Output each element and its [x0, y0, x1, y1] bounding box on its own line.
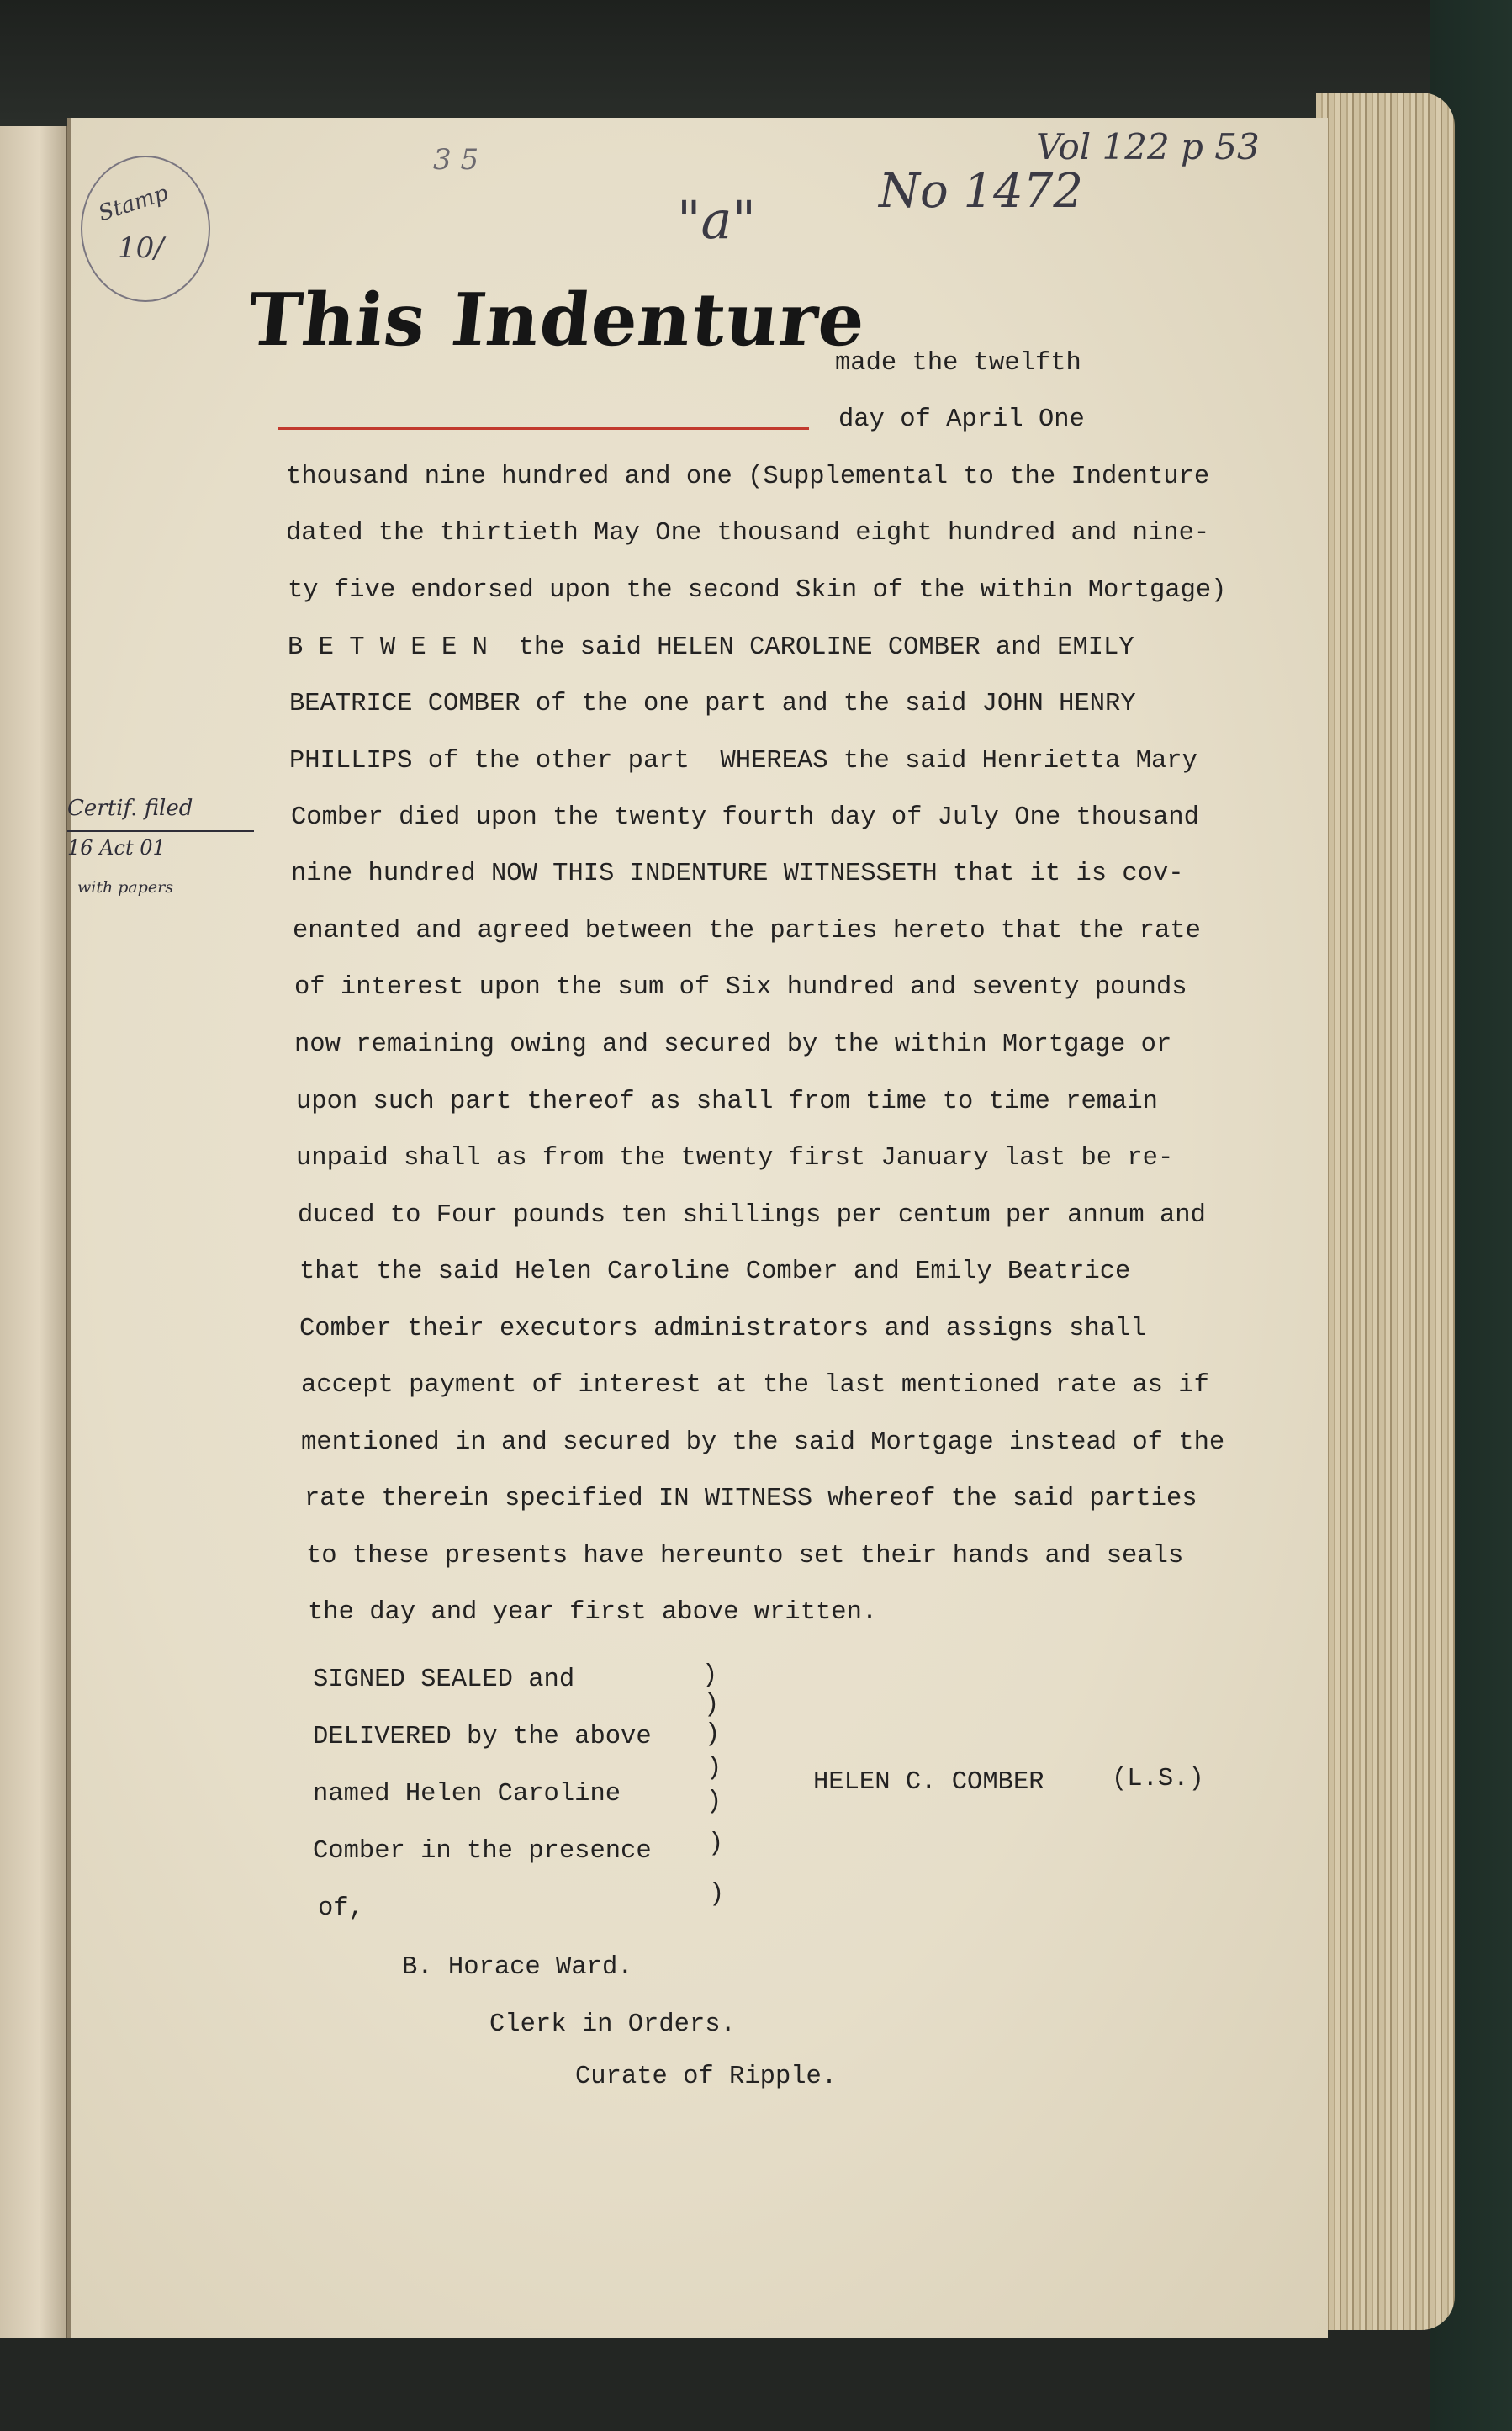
attestation-line: DELIVERED by the above: [313, 1723, 652, 1751]
facing-page-edge: [0, 126, 68, 2338]
attestation-line: of,: [318, 1894, 364, 1923]
signatory-name: HELEN C. COMBER: [813, 1768, 1044, 1797]
binding-background: [0, 0, 1512, 126]
witness-role: Clerk in Orders.: [489, 2010, 736, 2039]
bracket: ): [706, 1788, 722, 1816]
title-red-rule: [278, 427, 809, 430]
duty-stamp: [81, 156, 210, 302]
body-line: the day and year first above written.: [308, 1598, 878, 1627]
stamp-value: 10/: [118, 231, 164, 265]
body-line: enanted and agreed between the parties hereto that the rate: [293, 917, 1201, 945]
margin-note-certificate: Certif. filed: [67, 796, 193, 821]
bracket: ): [704, 1691, 720, 1719]
volume-reference: Vol 122 p 53: [1036, 126, 1260, 167]
bracket: ): [709, 1880, 725, 1909]
bracket: ): [702, 1661, 718, 1690]
body-line: made the twelfth: [835, 349, 1081, 378]
schedule-letter: "a": [677, 189, 756, 251]
body-line: to these presents have hereunto set their hands and seals: [306, 1542, 1184, 1570]
witness-office: Curate of Ripple.: [575, 2063, 838, 2091]
bracket: ): [706, 1754, 722, 1782]
body-line: now remaining owing and secured by the within Mortgage or: [294, 1030, 1172, 1059]
margin-note-struck: 16 Act 01: [67, 836, 166, 860]
stamp-label: Stamp: [95, 180, 172, 227]
pencil-mark: 3 5: [433, 143, 479, 177]
body-line: dated the thirtieth May One thousand eight hundred and nine-: [286, 519, 1210, 548]
attestation-line: Comber in the presence: [313, 1837, 652, 1866]
attestation-line: named Helen Caroline: [313, 1780, 621, 1809]
bracket: ): [705, 1720, 721, 1749]
witness-name: B. Horace Ward.: [402, 1953, 633, 1982]
body-line: accept payment of interest at the last mentioned rate as if: [301, 1371, 1209, 1400]
body-line: unpaid shall as from the twenty first January last be re-: [296, 1144, 1174, 1173]
body-line: of interest upon the sum of Six hundred and seventy pounds: [294, 973, 1187, 1002]
seal-mark: (L.S.): [1112, 1765, 1204, 1793]
body-line: B E T W E E N the said HELEN CAROLINE COMBER and EMILY: [288, 633, 1134, 662]
body-line: PHILLIPS of the other part WHEREAS the said Henrietta Mary: [289, 747, 1197, 776]
bracket: ): [708, 1830, 724, 1858]
body-line: nine hundred NOW THIS INDENTURE WITNESSETH that it is cov-: [291, 860, 1184, 888]
indenture-title: This Indenture: [243, 278, 870, 363]
body-line: that the said Helen Caroline Comber and Emily Beatrice: [299, 1258, 1131, 1286]
body-line: rate therein specified IN WITNESS whereof the said parties: [304, 1485, 1197, 1513]
document-number: No 1472: [879, 164, 1084, 219]
body-line: duced to Four pounds ten shillings per centum per annum and: [298, 1201, 1206, 1230]
indenture-title-block: [243, 278, 870, 363]
body-line: day of April One: [838, 405, 1085, 434]
margin-note-papers: with papers: [77, 878, 173, 897]
body-line: Comber their executors administrators and assigns shall: [299, 1315, 1146, 1343]
body-line: ty five endorsed upon the second Skin of the within Mortgage): [288, 576, 1227, 605]
attestation-line: SIGNED SEALED and: [313, 1666, 575, 1694]
body-line: upon such part thereof as shall from time to time remain: [296, 1088, 1158, 1116]
body-line: thousand nine hundred and one (Supplemental to the Indenture: [286, 463, 1210, 491]
body-line: BEATRICE COMBER of the one part and the said JOHN HENRY: [289, 690, 1136, 718]
strikethrough-line: [67, 830, 254, 832]
body-line: Comber died upon the twenty fourth day of July One thousand: [291, 803, 1199, 832]
body-line: mentioned in and secured by the said Mortgage instead of the: [301, 1428, 1225, 1457]
page-stack-edges: [1316, 93, 1455, 2330]
